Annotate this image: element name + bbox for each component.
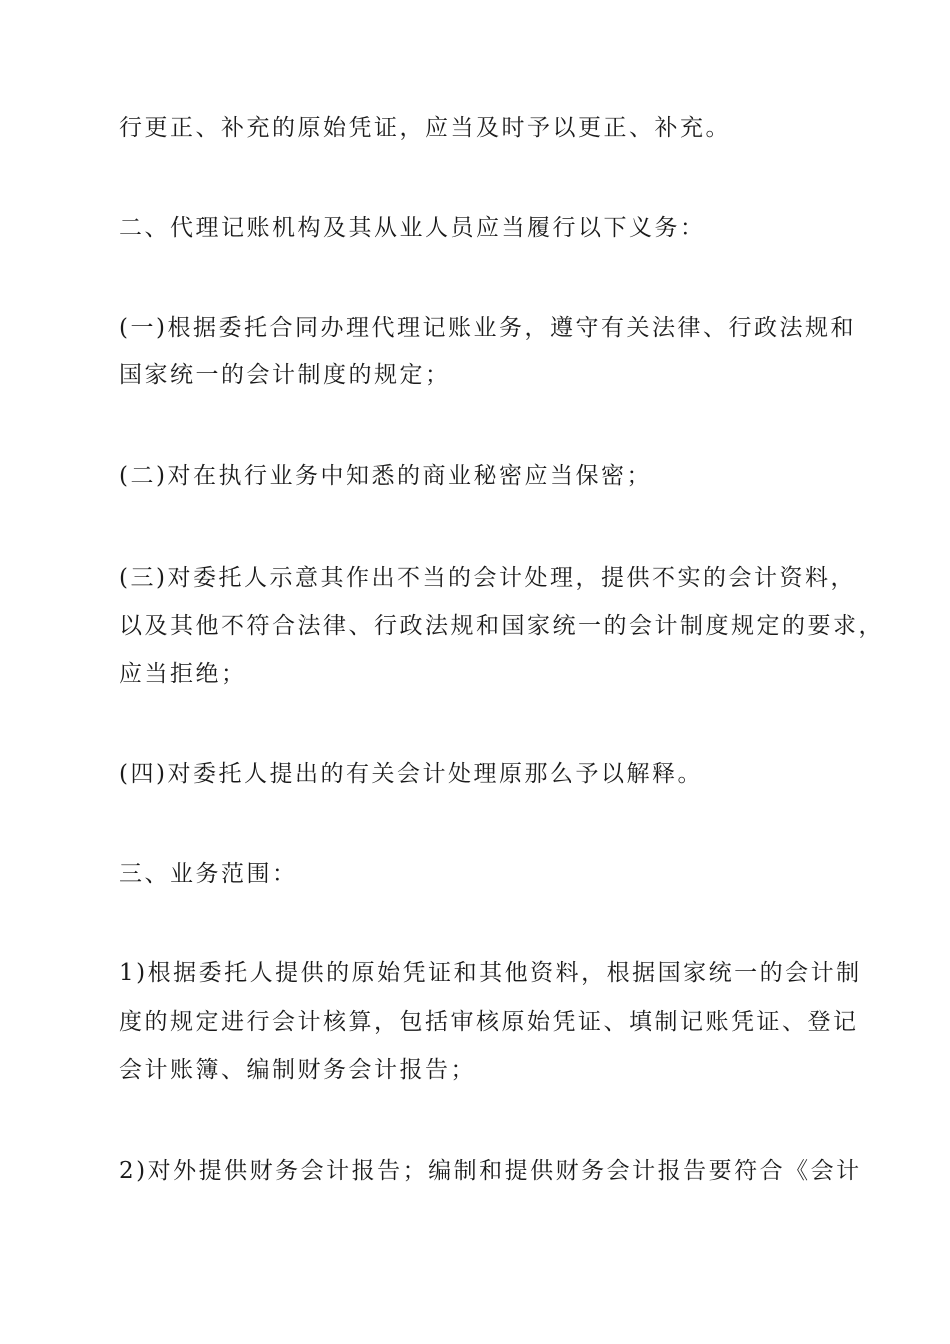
paragraph-line: 国家统一的会计制度的规定； [119, 362, 451, 388]
paragraph-line: (四)对委托人提出的有关会计处理原那么予以解释。 [119, 761, 703, 787]
paragraph-line: 应当拒绝； [119, 661, 247, 687]
paragraph-line: 以及其他不符合法律、行政法规和国家统一的会计制度规定的要求， [119, 613, 884, 639]
paragraph-line: 度的规定进行会计核算，包括审核原始凭证、填制记账凭证、登记 [119, 1009, 859, 1035]
paragraph-line: 会计账簿、编制财务会计报告； [119, 1057, 476, 1083]
paragraph-line: (二)对在执行业务中知悉的商业秘密应当保密； [119, 463, 652, 489]
paragraph-line: 1)根据委托人提供的原始凭证和其他资料，根据国家统一的会计制 [119, 960, 862, 986]
paragraph-line: 2)对外提供财务会计报告；编制和提供财务会计报告要符合《会计 [119, 1158, 862, 1184]
section-heading-obligations: 二、代理记账机构及其从业人员应当履行以下义务： [119, 215, 706, 241]
section-heading-scope: 三、业务范围： [119, 861, 298, 887]
paragraph-line: 行更正、补充的原始凭证，应当及时予以更正、补充。 [119, 115, 731, 141]
paragraph-line: (一)根据委托合同办理代理记账业务，遵守有关法律、行政法规和 [119, 315, 856, 341]
paragraph-line: (三)对委托人示意其作出不当的会计处理，提供不实的会计资料， [119, 565, 856, 591]
